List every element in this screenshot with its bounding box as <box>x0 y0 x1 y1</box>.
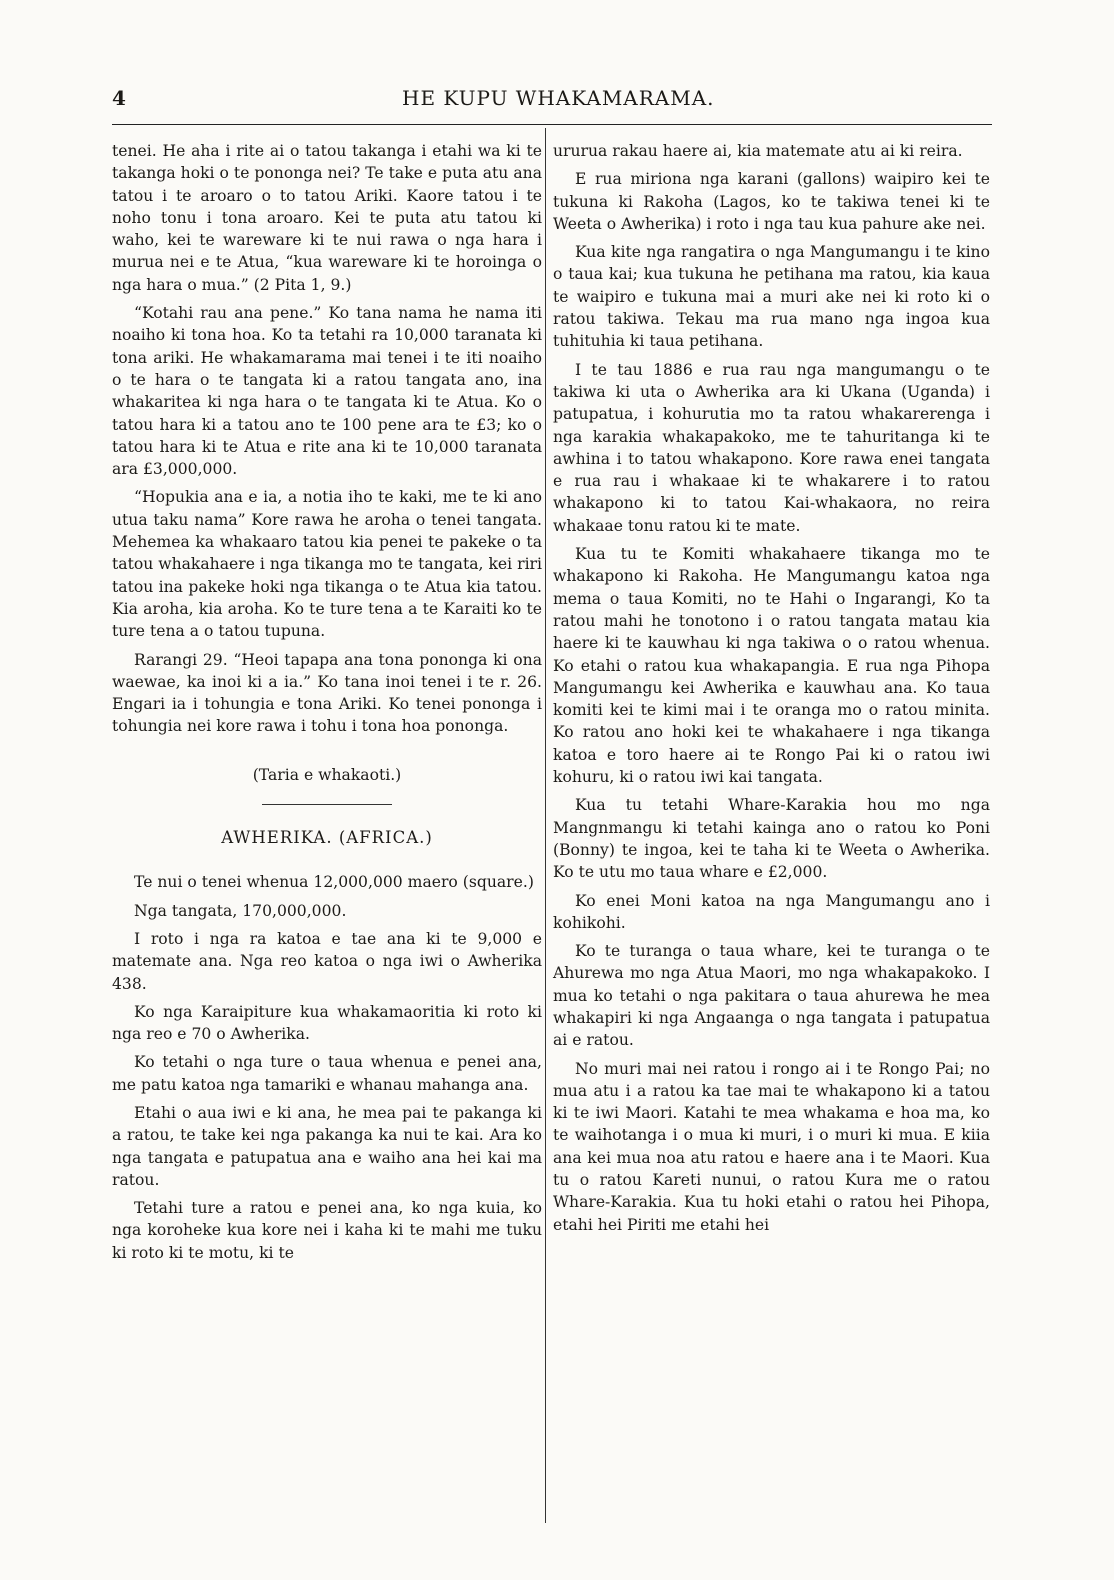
paragraph: I te tau 1886 e rua rau nga mangumangu o te takiwa ki uta o Awherika ara ki Ukana (Uganda) i patupatua, i kohurutia mo ta ratou whakarerenga i nga karakia whakapakoko, me te tahuritanga ki te awhina i to tatou whakapono. Kore rawa enei tangata e rua rau i whakaae ki te whakarere i to ratou whakapono ki to tatou Kai-whakaora, no reira whakaae tonu ratou ki te mate. <box>553 360 990 535</box>
paragraph: No muri mai nei ratou i rongo ai i te Rongo Pai; no mua atu i a ratou ka tae mai te whakapono ki a tatou ki te iwi Maori. Katahi te mea whakama e hoa ma, ko te waihotanga i o mua ki muri, i o muri ki mua. E kiia ana kei mua noa atu ratou e haere ana i te Maori. Kua tu o ratou Kareti nunui, o ratou Kura me o ratou Whare-Karakia. Kua tu hoki etahi o ratou hei Pihopa, etahi hei Piriti me etahi hei <box>553 1059 990 1234</box>
paragraph: Ko te turanga o taua whare, kei te turanga o te Ahurewa mo nga Atua Maori, mo nga whakapakoko. I mua ko tetahi o nga pakitara o taua ahurewa he mea whakapiri ki nga Angaanga o nga tangata i patupatua ai e ratou. <box>553 942 990 1050</box>
paragraph: E rua miriona nga karani (gallons) waipiro kei te tukuna ki Rakoha (Lagos, ko te takiwa tenei ki te Weeta o Awherika) i roto i nga tau kua pahure ake nei. <box>553 170 990 233</box>
paragraph: Tetahi ture a ratou e penei ana, ko nga kuia, ko nga koroheke kua kore nei i kaha ki te mahi me tuku ki roto ki te motu, ki te <box>112 1199 542 1262</box>
paragraph: I roto i nga ra katoa e tae ana ki te 9,000 e matemate ana. Nga reo katoa o nga iwi o Awherika 438. <box>112 929 542 993</box>
paragraph: Ko tetahi o nga ture o taua whenua e penei ana, me patu katoa nga tamariki e whanau mahanga ana. <box>112 1053 542 1094</box>
paragraph: Kua tu te Komiti whakahaere tikanga mo te whakapono ki Rakoha. He Mangumangu katoa nga mema o taua Komiti, no te Hahi o Ingarangi, Ko ta ratou mahi he tonotono i o ratou tangata matau kia haere ki te kauwhau ki nga takiwa o o ratou whenua. Ko etahi o ratou kua whakapangia. E rua nga Pihopa Mangumangu kei Awherika e kauwhau ana. Ko taua komiti kei te kimi mai i te oranga mo o ratou minita. Ko ratou ano hoki kei te whakahaere i nga tikanga katoa e toro haere ai te Rongo Pai ki o ratou iwi kohuru, ki o ratou iwi kai tangata. <box>553 545 990 787</box>
page-number: 4 <box>112 86 126 110</box>
closing-note: (Taria e whakaoti.) <box>252 765 402 784</box>
paragraph: ururua rakau haere ai, kia matemate atu ai ki reira. <box>553 142 963 160</box>
paragraph: tenei. He aha i rite ai o tatou takanga i etahi wa ki te takanga hoki o te pononga nei? Te take e puta atu ana tatou i te aroaro o to tatou Ariki. Kaore tatou i te noho tonu i tona aroaro. Kei te puta atu tatou ki waho, kei te wareware ki te nui rawa o nga hara i murua nei e te Atua, “kua wareware ki te horoinga o nga hara o mua.” (2 Pita 1, 9.) <box>112 142 542 294</box>
header-rule <box>112 124 992 125</box>
paragraph: Kua tu tetahi Whare-Karakia hou mo nga Mangnmangu ki tetahi kainga ano o ratou ko Poni (Bonny) te ingoa, kei te taha ki te Weeta o Awherika. Ko te utu mo taua whare e £2,000. <box>553 796 990 882</box>
paragraph: Ko enei Moni katoa na nga Mangumangu ano i kohikohi. <box>553 891 990 932</box>
paragraph: “Hopukia ana e ia, a notia iho te kaki, me te ki ano utua taku nama” Kore rawa he aroha o tenei tangata. Mehemea ka whakaaro tatou kia penei te pakeke o ta tatou whakahaere i nga tikanga mo te tangata, kei riri tatou ina pakeke hoki nga tikanga o te Atua kia tatou. Kia aroha, kia aroha. Ko te ture tena a te Karaiti ko te ture tena a o tatou tupuna. <box>112 488 542 641</box>
paragraph: Etahi o aua iwi e ki ana, he mea pai te pakanga ki a ratou, te take kei nga pakanga ka nui te kai. Ara ko nga tangata e patupatua ana e waiho ana hei kai ma ratou. <box>112 1103 542 1189</box>
section-rule <box>262 804 392 805</box>
column-divider <box>545 128 546 1523</box>
paragraph: “Kotahi rau ana pene.” Ko tana nama he nama iti noaiho ki tona hoa. Ko ta tetahi ra 10,000 taranata ki tona ariki. He whakamarama mai tenei i te iti noaiho o te hara o te tangata ki a ratou tangata ano, ina whakaritea ki nga hara o te tangata ki te Atua. Ko o tatou hara ki a tatou ano te 100 pene ara te £3; ko o tatou hara ki te Atua e rite ana ki te 10,000 taranata ara £3,000,000. <box>112 304 542 479</box>
section-heading: AWHERIKA. (AFRICA.) <box>221 828 433 848</box>
paragraph: Rarangi 29. “Heoi tapapa ana tona pononga ki ona waewae, ka inoi ki a ia.” Ko tana inoi tenei i te r. 26. Engari ia i tohungia e tona Ariki. Ko tenei pononga i tohungia nei kore rawa i tohu i tona hoa pononga. <box>112 650 542 736</box>
left-column <box>112 140 542 1270</box>
paragraph: Nga tangata, 170,000,000. <box>134 901 347 920</box>
running-title: HE KUPU WHAKAMARAMA. <box>402 86 715 110</box>
paragraph: Ko nga Karaipiture kua whakamaoritia ki roto ki nga reo e 70 o Awherika. <box>112 1002 542 1044</box>
page-header <box>112 86 992 116</box>
right-column <box>553 140 990 1242</box>
paragraph: Te nui o tenei whenua 12,000,000 maero (square.) <box>134 873 534 892</box>
paragraph: Kua kite nga rangatira o nga Mangumangu i te kino o taua kai; kua tukuna he petihana ma ratou, kia kaua te waipiro e tukuna mai a muri ake nei ki roto ki o ratou takiwa. Tekau ma rua mano nga ingoa kua tuhituhia ki taua petihana. <box>553 243 990 351</box>
